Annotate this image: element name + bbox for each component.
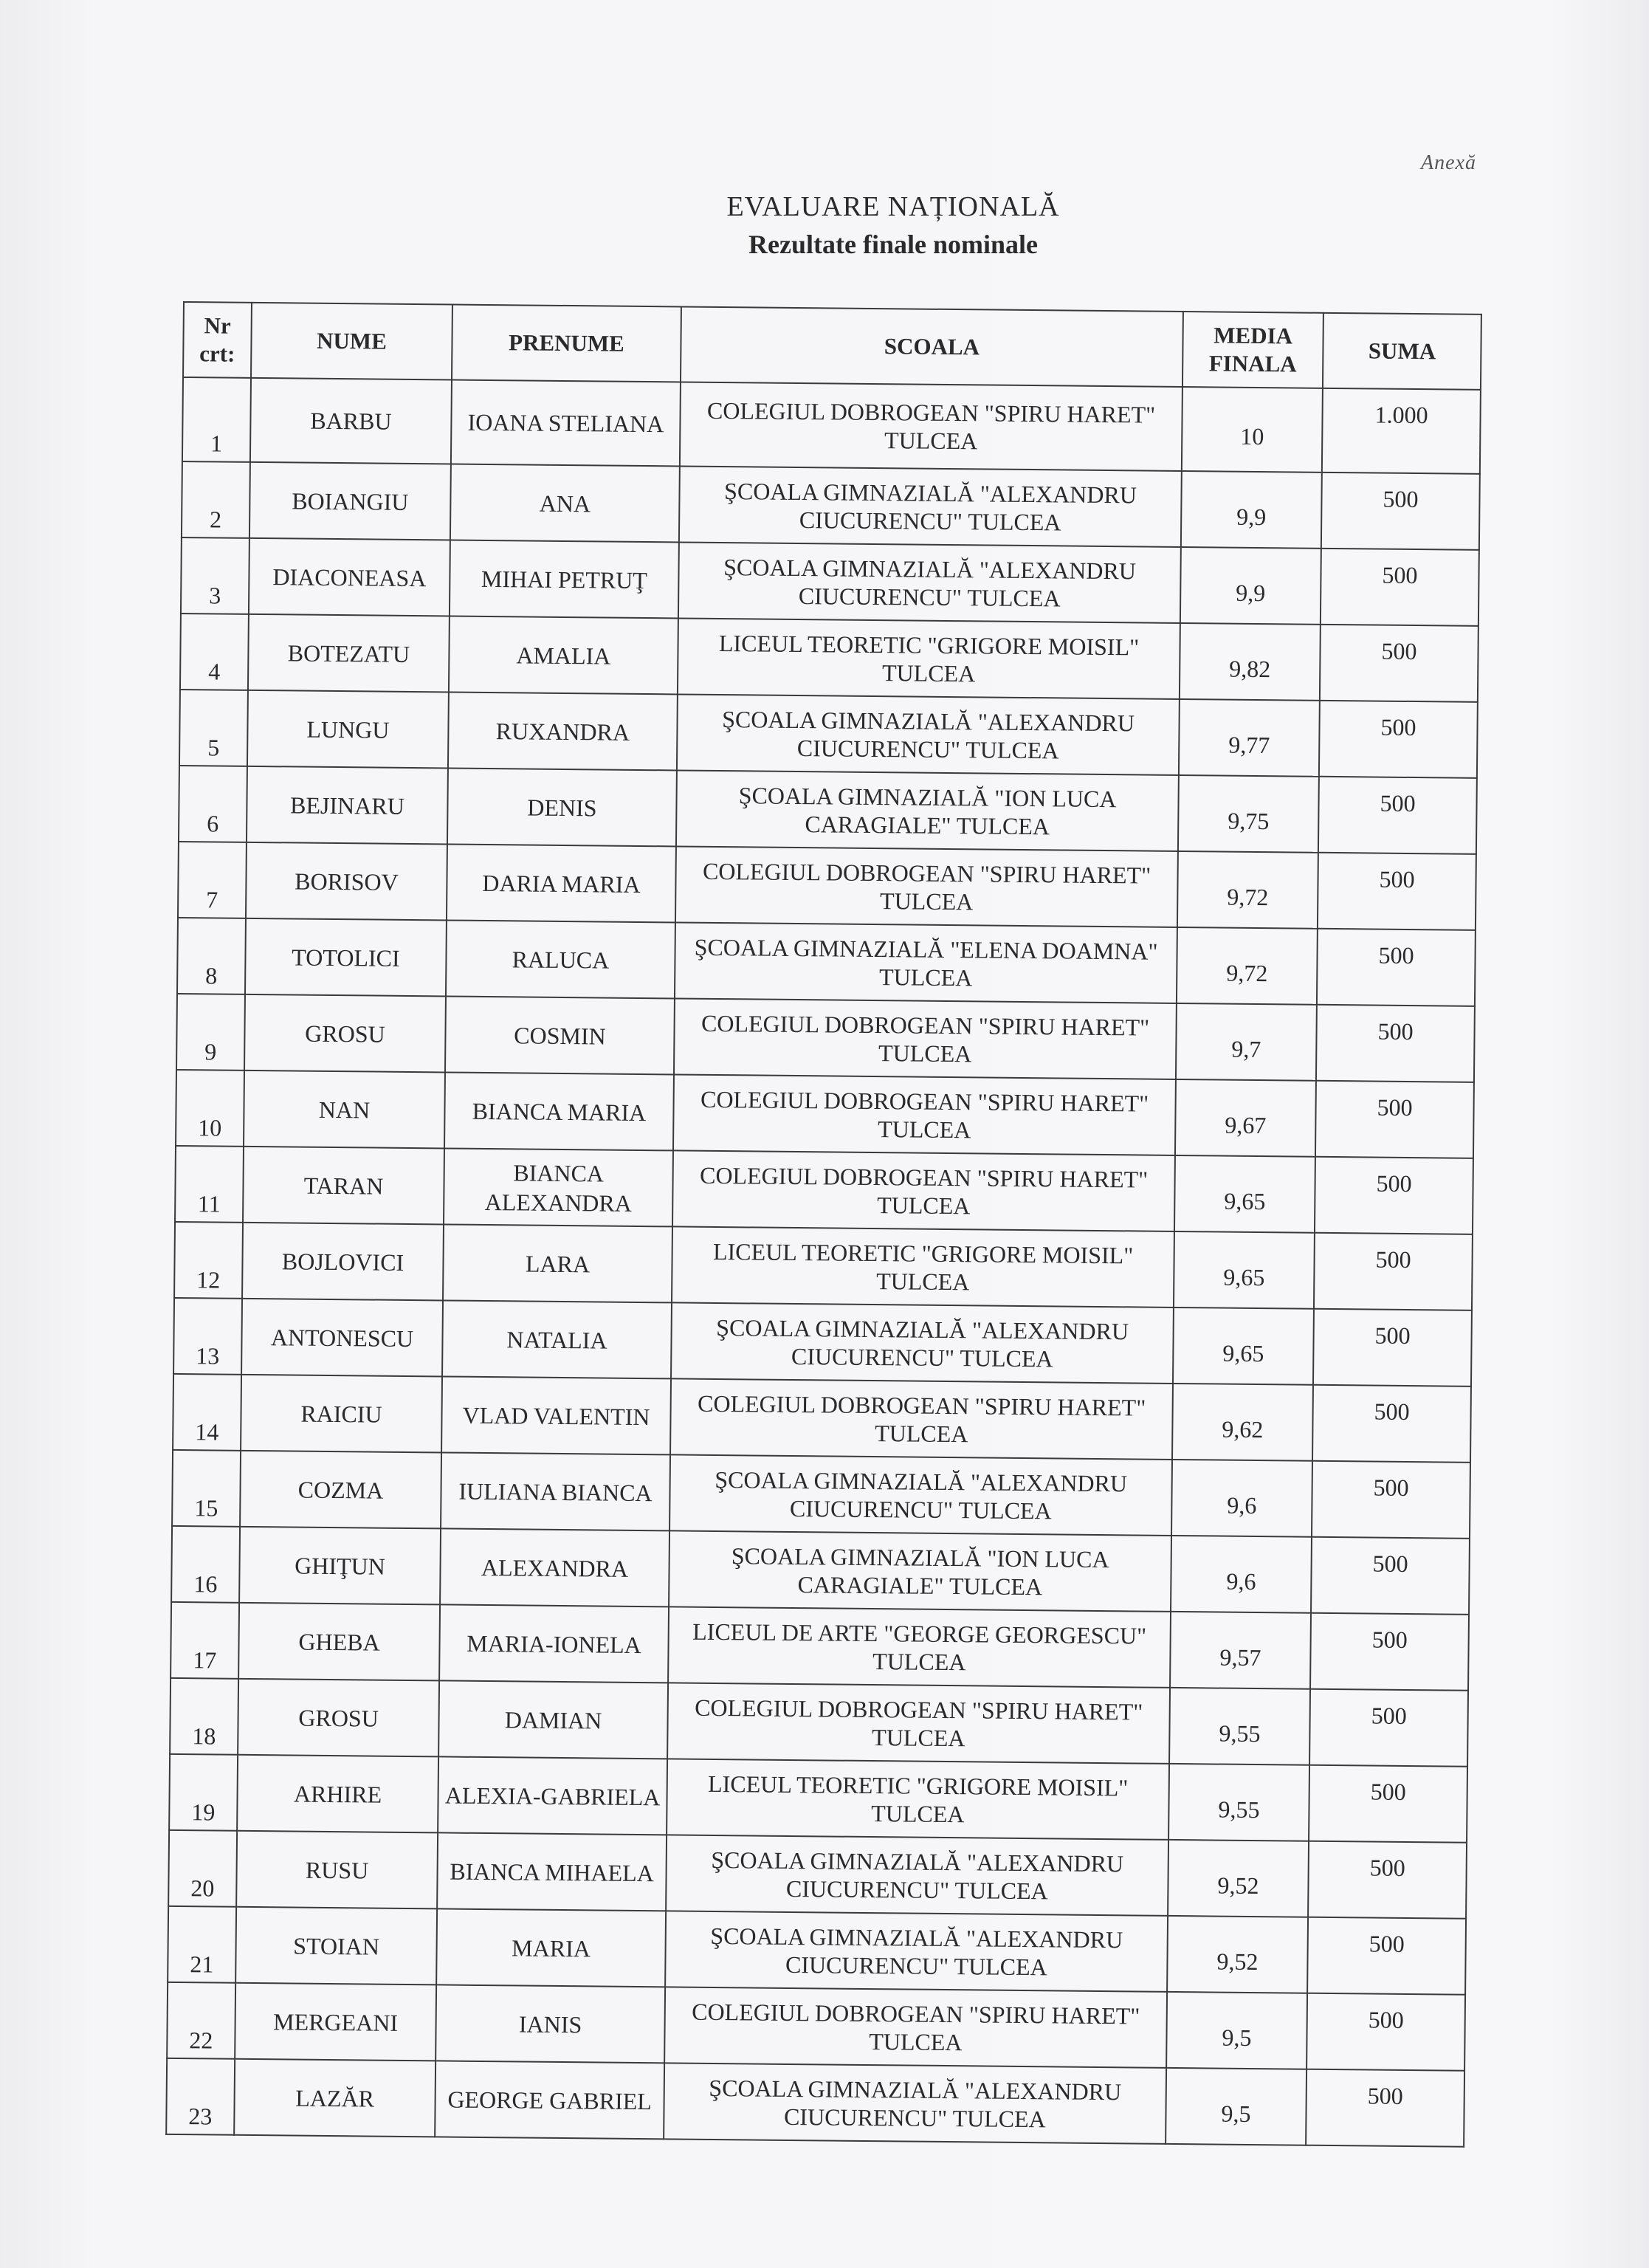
cell-nume: ANTONESCU [241, 1299, 443, 1377]
cell-scoala: ŞCOALA GIMNAZIALĂ "ALEXANDRU CIUCURENCU" TULCEA [678, 542, 1181, 623]
table-row [169, 1754, 1467, 1843]
cell-prenume: MARIA [436, 1908, 666, 1987]
cell-scoala: COLEGIUL DOBROGEAN "SPIRU HARET" TULCEA [664, 1987, 1167, 2068]
cell-media: 9,77 [1179, 699, 1320, 777]
cell-nr: 2 [182, 461, 250, 538]
cell-suma: 500 [1307, 1993, 1465, 2071]
table-row [172, 1450, 1470, 1539]
table-row [173, 1298, 1472, 1386]
cell-media: 9,72 [1177, 927, 1318, 1005]
cell-scoala: COLEGIUL DOBROGEAN "SPIRU HARET" TULCEA [667, 1683, 1170, 1764]
table-row [178, 842, 1476, 930]
cell-suma: 500 [1318, 777, 1477, 854]
cell-suma: 500 [1307, 1917, 1466, 1995]
cell-media: 10 [1182, 387, 1323, 472]
table-row [166, 2058, 1464, 2147]
cell-media: 9,65 [1174, 1231, 1315, 1309]
cell-media: 9,65 [1173, 1307, 1314, 1385]
cell-suma: 500 [1308, 1841, 1467, 1919]
cell-prenume: AMALIA [449, 616, 678, 694]
cell-nr: 5 [179, 690, 248, 766]
cell-prenume: IOANA STELIANA [451, 379, 681, 466]
cell-nume: GHIŢUN [239, 1527, 441, 1605]
cell-prenume: BIANCA ALEXANDRA [444, 1148, 673, 1226]
cell-suma: 500 [1309, 1765, 1467, 1843]
cell-nr: 19 [169, 1754, 238, 1831]
cell-nr: 18 [170, 1678, 238, 1755]
cell-nume: LUNGU [247, 690, 449, 769]
cell-prenume: VLAD VALENTIN [441, 1376, 671, 1454]
cell-media: 9,6 [1171, 1460, 1312, 1537]
cell-scoala: ŞCOALA GIMNAZIALĂ "ION LUCA CARAGIALE" TULCEA [676, 770, 1179, 851]
header-media: MEDIA FINALA [1182, 312, 1323, 388]
cell-nr: 4 [180, 614, 249, 690]
cell-nume: ARHIRE [237, 1755, 438, 1833]
cell-scoala: COLEGIUL DOBROGEAN "SPIRU HARET" TULCEA [675, 846, 1178, 927]
cell-scoala: ŞCOALA GIMNAZIALĂ "ALEXANDRU CIUCURENCU" TULCEA [669, 1454, 1172, 1536]
cell-suma: 500 [1315, 1081, 1474, 1158]
cell-nume: GROSU [238, 1679, 439, 1757]
header-nr: Nr crt: [183, 302, 252, 378]
table-header-row [183, 302, 1481, 390]
table-row [177, 918, 1476, 1006]
cell-prenume: IANIS [436, 1984, 665, 2063]
cell-prenume: IULIANA BIANCA [441, 1452, 670, 1530]
cell-scoala: ŞCOALA GIMNAZIALĂ "ALEXANDRU CIUCURENCU" TULCEA [665, 1911, 1168, 1992]
cell-suma: 500 [1312, 1385, 1471, 1463]
cell-prenume: COSMIN [445, 996, 675, 1074]
cell-scoala: ŞCOALA GIMNAZIALĂ "ALEXANDRU CIUCURENCU" TULCEA [666, 1835, 1168, 1916]
cell-nr: 21 [168, 1906, 236, 1983]
cell-prenume: ALEXANDRA [440, 1528, 669, 1606]
cell-media: 9,9 [1181, 471, 1322, 549]
cell-nr: 17 [171, 1602, 239, 1679]
cell-media: 9,72 [1177, 851, 1318, 929]
cell-nume: GHEBA [238, 1603, 440, 1681]
cell-media: 9,7 [1176, 1003, 1317, 1081]
table-row [180, 614, 1478, 702]
cell-scoala: ŞCOALA GIMNAZIALĂ "ALEXANDRU CIUCURENCU" TULCEA [671, 1302, 1174, 1384]
cell-nr: 7 [178, 842, 247, 918]
cell-suma: 500 [1310, 1613, 1469, 1691]
cell-scoala: LICEUL TEORETIC "GRIGORE MOISIL" TULCEA [672, 1226, 1174, 1307]
cell-nr: 14 [173, 1374, 241, 1451]
cell-suma: 500 [1321, 549, 1479, 626]
cell-media: 9,65 [1174, 1155, 1315, 1233]
cell-nume: BOJLOVICI [242, 1223, 444, 1301]
cell-nume: COZMA [240, 1451, 441, 1529]
cell-media: 9,52 [1167, 1916, 1308, 1993]
cell-scoala: ŞCOALA GIMNAZIALĂ "ELENA DOAMNA" TULCEA [675, 922, 1177, 1003]
cell-media: 9,75 [1178, 775, 1319, 853]
cell-scoala: LICEUL TEORETIC "GRIGORE MOISIL" TULCEA [667, 1759, 1169, 1840]
cell-nume: BOIANGIU [249, 462, 451, 540]
cell-nr: 9 [176, 994, 245, 1071]
results-table-wrapper [165, 301, 1482, 2148]
cell-media: 9,82 [1180, 623, 1321, 701]
cell-nr: 12 [174, 1222, 243, 1299]
table-row [171, 1526, 1470, 1615]
header-suma: SUMA [1323, 313, 1481, 390]
cell-nr: 3 [181, 537, 249, 614]
cell-media: 9,52 [1168, 1840, 1309, 1917]
document-title: EVALUARE NAȚIONALĂ [726, 191, 1060, 222]
table-body [166, 377, 1481, 2147]
cell-nr: 16 [171, 1526, 240, 1603]
header-prenume: PRENUME [452, 305, 681, 382]
table-row [168, 1906, 1466, 1995]
cell-nume: RAICIU [241, 1375, 442, 1453]
cell-media: 9,9 [1180, 547, 1321, 625]
table-row [168, 1830, 1467, 1919]
cell-nr: 22 [167, 1982, 235, 2059]
cell-scoala: COLEGIUL DOBROGEAN "SPIRU HARET" TULCEA [680, 382, 1182, 471]
cell-nume: BOTEZATU [248, 614, 450, 693]
cell-nr: 23 [166, 2058, 235, 2135]
cell-nume: BORISOV [246, 842, 447, 921]
cell-prenume: BIANCA MARIA [444, 1072, 674, 1150]
cell-prenume: NATALIA [442, 1300, 672, 1378]
cell-suma: 1.000 [1322, 388, 1481, 474]
cell-scoala: COLEGIUL DOBROGEAN "SPIRU HARET" TULCEA [673, 1074, 1176, 1155]
cell-suma: 500 [1314, 1233, 1473, 1310]
cell-suma: 500 [1312, 1461, 1470, 1539]
cell-suma: 500 [1306, 2069, 1464, 2147]
results-table [165, 301, 1482, 2148]
cell-suma: 500 [1318, 853, 1476, 930]
cell-prenume: ANA [450, 464, 680, 542]
cell-scoala: ŞCOALA GIMNAZIALĂ "ION LUCA CARAGIALE" TULCEA [669, 1530, 1171, 1612]
cell-prenume: ALEXIA-GABRIELA [438, 1756, 667, 1835]
cell-prenume: DENIS [447, 768, 677, 846]
annex-label: Anexă [1421, 151, 1476, 174]
cell-nume: GROSU [244, 994, 446, 1073]
table-row [179, 690, 1478, 778]
document-subtitle: Rezultate finale nominale [748, 230, 1038, 259]
table-row [173, 1374, 1471, 1463]
cell-scoala: ŞCOALA GIMNAZIALĂ "ALEXANDRU CIUCURENCU" TULCEA [677, 694, 1180, 775]
cell-suma: 500 [1321, 472, 1480, 550]
cell-scoala: ŞCOALA GIMNAZIALĂ "ALEXANDRU CIUCURENCU" TULCEA [664, 2063, 1166, 2144]
cell-nume: BEJINARU [247, 766, 448, 845]
cell-prenume: DAMIAN [438, 1680, 668, 1759]
cell-nume: DIACONEASA [249, 538, 450, 616]
cell-nume: STOIAN [235, 1907, 437, 1985]
cell-suma: 500 [1311, 1537, 1470, 1615]
cell-suma: 500 [1320, 625, 1478, 702]
table-row [176, 994, 1475, 1082]
cell-scoala: COLEGIUL DOBROGEAN "SPIRU HARET" TULCEA [672, 1150, 1175, 1231]
cell-nr: 15 [172, 1450, 241, 1527]
table-row [182, 377, 1481, 474]
cell-prenume: GEORGE GABRIEL [435, 2061, 664, 2139]
cell-suma: 500 [1315, 1157, 1473, 1234]
cell-media: 9,57 [1170, 1612, 1311, 1689]
cell-nume: TARAN [243, 1147, 444, 1225]
cell-nume: MERGEANI [235, 1983, 436, 2061]
cell-nr: 1 [182, 377, 251, 462]
cell-nr: 20 [168, 1830, 237, 1907]
table-row [182, 461, 1480, 550]
cell-nume: NAN [244, 1071, 445, 1149]
cell-media: 9,6 [1171, 1536, 1312, 1613]
cell-suma: 500 [1309, 1689, 1468, 1767]
cell-prenume: DARIA MARIA [447, 844, 676, 922]
table-row [179, 766, 1477, 854]
cell-nr: 11 [175, 1146, 244, 1223]
cell-suma: 500 [1317, 929, 1476, 1006]
cell-nume: LAZĂR [234, 2059, 436, 2137]
cell-nume: TOTOLICI [245, 918, 447, 997]
cell-nr: 10 [176, 1070, 244, 1147]
cell-suma: 500 [1316, 1005, 1475, 1082]
cell-media: 9,5 [1166, 1992, 1307, 2069]
cell-media: 9,55 [1169, 1688, 1310, 1765]
header-scoala: SCOALA [681, 306, 1183, 387]
cell-prenume: MARIA-IONELA [439, 1604, 669, 1683]
table-row [167, 1982, 1465, 2071]
table-row [175, 1146, 1473, 1234]
cell-scoala: COLEGIUL DOBROGEAN "SPIRU HARET" TULCEA [674, 998, 1177, 1079]
cell-scoala: LICEUL DE ARTE "GEORGE GEORGESCU" TULCEA [668, 1606, 1171, 1688]
table-row [176, 1070, 1474, 1158]
cell-nume: BARBU [250, 378, 452, 464]
cell-suma: 500 [1319, 701, 1478, 778]
cell-scoala: ŞCOALA GIMNAZIALĂ "ALEXANDRU CIUCURENCU" TULCEA [679, 466, 1182, 547]
cell-media: 9,5 [1166, 2068, 1307, 2145]
cell-suma: 500 [1313, 1309, 1472, 1386]
table-row [174, 1222, 1473, 1310]
table-row [181, 537, 1479, 626]
header-nume: NUME [251, 303, 452, 380]
cell-prenume: MIHAI PETRUŢ [450, 540, 679, 618]
cell-nr: 13 [173, 1298, 242, 1375]
cell-prenume: RALUCA [446, 920, 675, 998]
cell-media: 9,62 [1172, 1384, 1313, 1461]
table-row [170, 1678, 1468, 1767]
cell-prenume: BIANCA MIHAELA [437, 1832, 667, 1911]
cell-media: 9,67 [1175, 1079, 1316, 1157]
cell-media: 9,55 [1168, 1764, 1309, 1841]
cell-scoala: LICEUL TEORETIC "GRIGORE MOISIL" TULCEA [678, 618, 1180, 699]
cell-prenume: LARA [443, 1224, 672, 1302]
cell-nume: RUSU [236, 1831, 438, 1909]
cell-scoala: COLEGIUL DOBROGEAN "SPIRU HARET" TULCEA [670, 1378, 1173, 1460]
table-row [171, 1602, 1469, 1691]
cell-nr: 6 [179, 766, 247, 842]
cell-nr: 8 [177, 918, 246, 994]
cell-prenume: RUXANDRA [448, 692, 678, 770]
